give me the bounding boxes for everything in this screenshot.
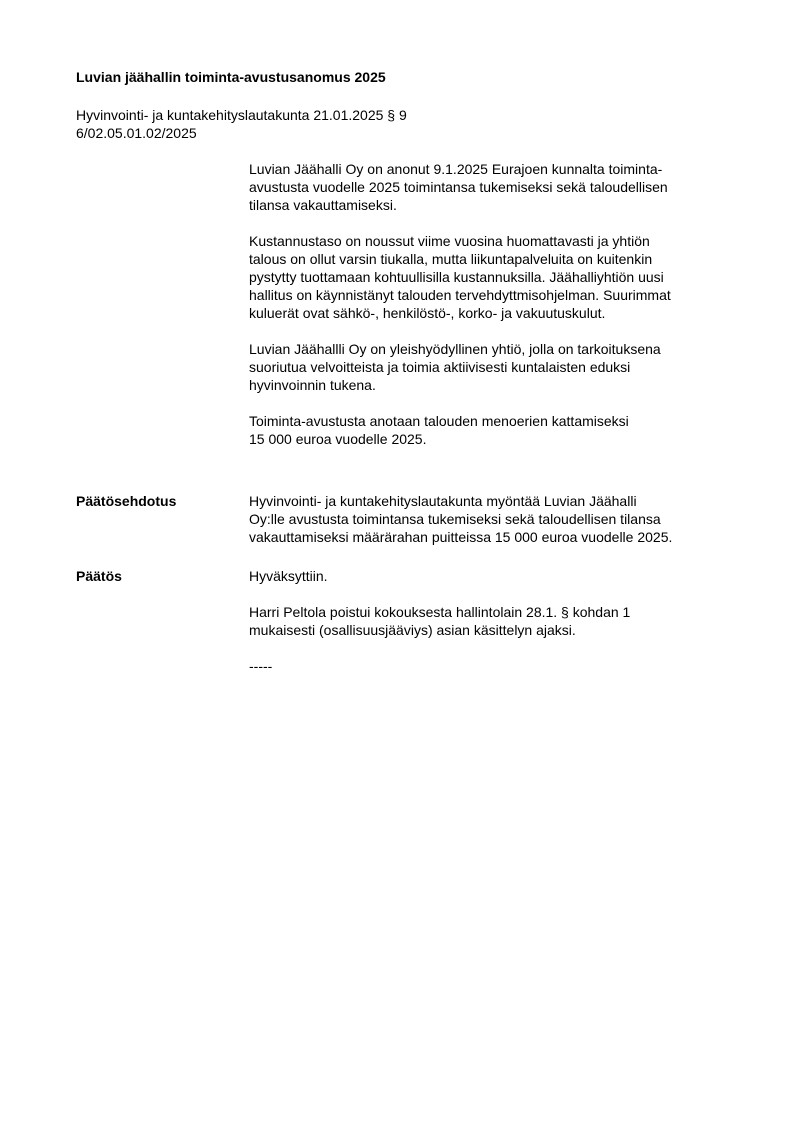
paragraph-cost-level: Kustannustaso on noussut viime vuosina huomattavasti ja yhtiön talous on ollut varsin tiukalla, mutta liikuntapalveluita on kuitenkin pystytty tuottamaan kohtuullisilla kustannuksilla. Jäähalliyhtiön uusi hallitus on käynnistänyt talouden tervehdyttmisohjelman. Suurimmat kuluerät ovat sähkö-, henkilöstö-, korko- ja vakuutuskulut. bbox=[249, 233, 671, 321]
paragraph-application: Luvian Jäähalli Oy on anonut 9.1.2025 Eurajoen kunnalta toiminta- avustusta vuodelle 2025 toimintansa tukemiseksi sekä taloudellisen tilansa vakauttamiseksi. bbox=[249, 161, 668, 213]
decision-text: Hyväksyttiin. bbox=[249, 568, 328, 584]
paragraph-company-purpose: Luvian Jäähallli Oy on yleishyödyllinen yhtiö, jolla on tarkoituksena suoriutua velvoitteista ja toimia aktiivisesti kuntalaisten eduksi hyvinvoinnin tukena. bbox=[249, 341, 661, 393]
proposal-text: Hyvinvointi- ja kuntakehityslautakunta myöntää Luvian Jäähalli Oy:lle avustusta toimintansa tukemiseksi sekä taloudellisen tilansa vakauttamiseksi määrärahan puitteissa 15 000 euroa vuodelle 2025. bbox=[249, 493, 673, 545]
proposal-label: Päätösehdotus bbox=[76, 493, 177, 509]
document-meta bbox=[76, 106, 407, 142]
document-title: Luvian jäähallin toiminta-avustusanomus 2025 bbox=[76, 69, 386, 85]
meeting-line: Hyvinvointi- ja kuntakehityslautakunta 21.01.2025 § 9 bbox=[76, 107, 407, 123]
end-mark: ----- bbox=[249, 658, 273, 674]
decision-label: Päätös bbox=[76, 568, 122, 584]
case-number: 6/02.05.01.02/2025 bbox=[76, 125, 197, 141]
document-body bbox=[249, 160, 739, 466]
decision-note: Harri Peltola poistui kokouksesta hallintolain 28.1. § kohdan 1 mukaisesti (osallisuusjääviys) asian käsittelyn ajaksi. bbox=[249, 604, 631, 638]
paragraph-requested-amount: Toiminta-avustusta anotaan talouden menoerien kattamiseksi 15 000 euroa vuodelle 2025. bbox=[249, 413, 629, 447]
